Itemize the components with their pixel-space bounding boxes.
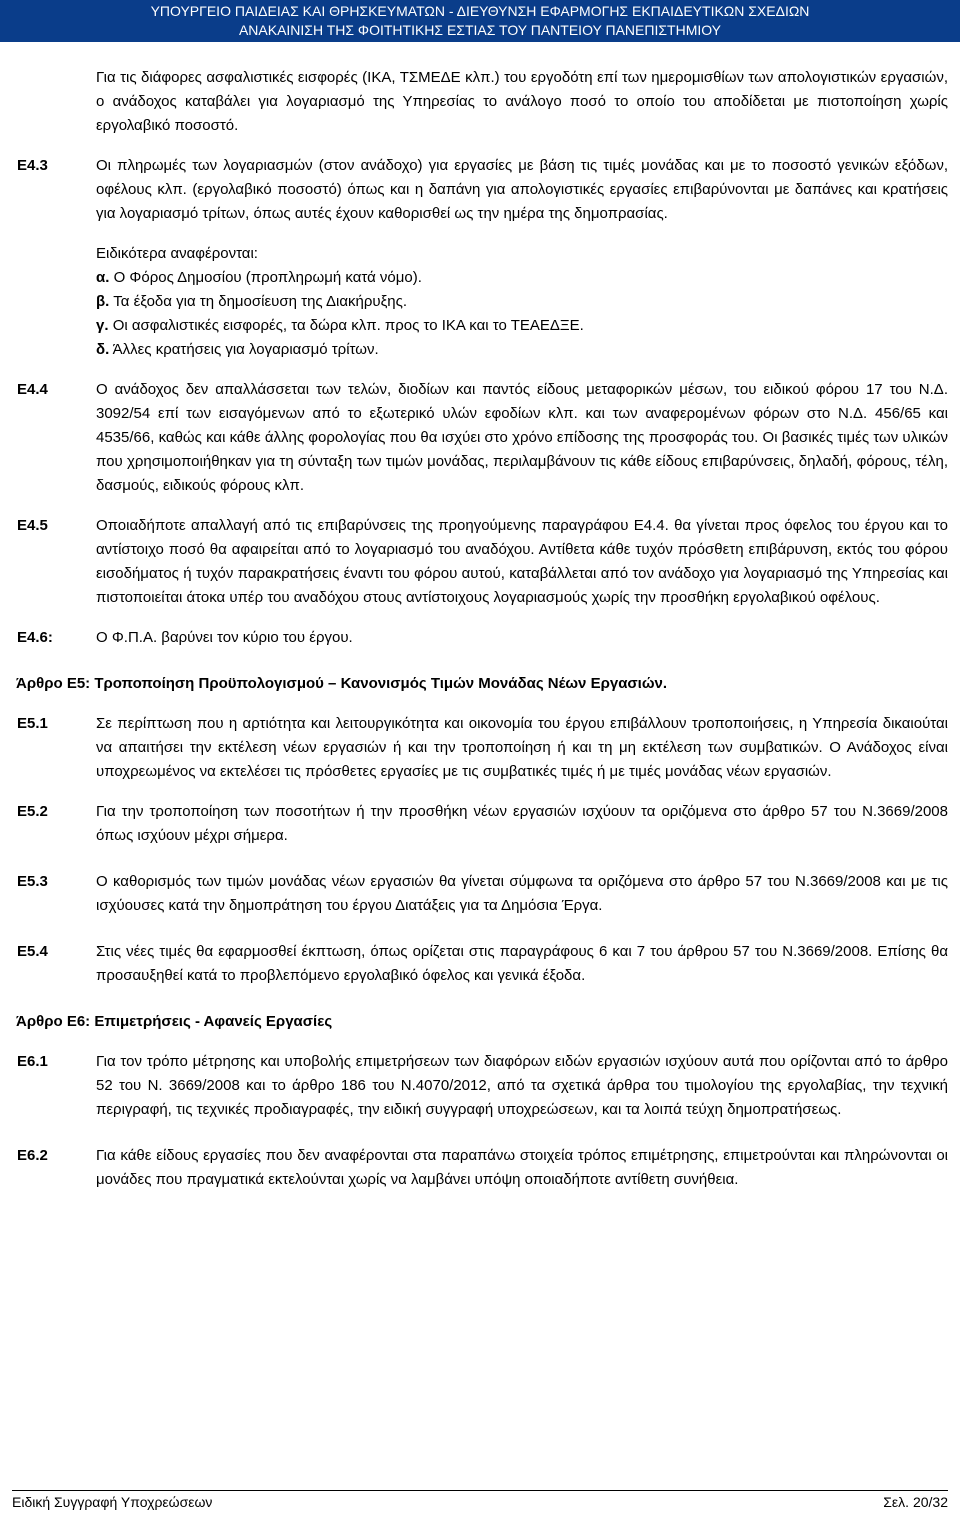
section-text: Για τον τρόπο μέτρησης και υποβολής επιμετρήσεων των διαφόρων ειδών εργασιών ισχύουν αυτά που ορίζονται από το άρθρο 52 του Ν. 3669/2008 και το άρθρο 186 του Ν.4070/2012, από τα σχετικά άρθρα του τιμολογίου της εργολαβίας, την τεχνική περιγραφή, τις τεχνικές προδιαγραφές, την ειδική συγγραφή υποχρεώσεων, και τα λοιπά τεύχη δημοπρατήσεως. xyxy=(96,1053,948,1118)
section-code: Ε5.3 xyxy=(17,873,48,890)
section-text: Για την τροποποίηση των ποσοτήτων ή την προσθήκη νέων εργασιών ισχύουν τα οριζόμενα στο άρθρο 57 του Ν.3669/2008 όπως ισχύουν μέχρι σήμερα. xyxy=(96,803,948,844)
section-e4-3 xyxy=(17,154,948,362)
article-e5-heading: Άρθρο Ε5: Τροποποίηση Προϋπολογισμού – Κανονισμός Τιμών Μονάδας Νέων Εργασιών. xyxy=(16,675,668,692)
section-code: Ε6.2 xyxy=(17,1147,48,1164)
section-e4-5 xyxy=(17,514,948,610)
section-code: Ε4.5 xyxy=(17,517,48,534)
section-e6-2 xyxy=(17,1144,948,1192)
page-number: Σελ. 20/32 xyxy=(883,1494,948,1510)
header-line-ministry: ΥΠΟΥΡΓΕΙΟ ΠΑΙΔΕΙΑΣ ΚΑΙ ΘΡΗΣΚΕΥΜΑΤΩΝ - ΔΙΕΥΘΥΝΣΗ ΕΦΑΡΜΟΓΗΣ ΕΚΠΑΙΔΕΥΤΙΚΩΝ ΣΧΕΔΙΩΝ xyxy=(150,3,810,19)
document-body xyxy=(16,66,948,1192)
section-text: Οι πληρωμές των λογαριασμών (στον ανάδοχο) για εργασίες με βάση τις τιμές μονάδας και με το ποσοστό γενικών εξόδων, οφέλους κλπ. (εργολαβικό ποσοστό) όπως και η δαπάνη για απολογιστικές εργασίες επιβαρύνονται με δαπάνες και κρατήσεις για λογαριασμό τρίτων, όπως αυτές έχουν καθορισθεί ως την ημέρα της δημοπρασίας. xyxy=(96,157,948,222)
section-text: Ο Φ.Π.Α. βαρύνει τον κύριο του έργου. xyxy=(96,629,353,646)
section-code: Ε4.4 xyxy=(17,381,48,398)
section-text: Για κάθε είδους εργασίες που δεν αναφέρονται στα παραπάνω στοιχεία τρόπος επιμέτρησης, επιμετρούνται και πληρώνονται οι μονάδες που πραγματικά εκτελούνται χωρίς να λαμβάνει υπόψη οποιαδήποτε αντίθετη συνήθεια. xyxy=(96,1147,948,1188)
section-e6-1 xyxy=(17,1050,948,1122)
section-e5-4 xyxy=(17,940,948,988)
section-text: Σε περίπτωση που η αρτιότητα και λειτουργικότητα και οικονομία του έργου επιβάλλουν τροποποιήσεις, η Υπηρεσία δικαιούται να απαιτήσει την εκτέλεση νέων εργασιών ή και την τροποποίηση ή και τη μη εκτέλεση των συμβατικών. Ο Ανάδοχος είναι υποχρεωμένος να εκτελέσει τις πρόσθετες εργασίες με τις συμβατικές τιμές ή με τιμές μονάδας νέων εργασιών. xyxy=(96,715,948,780)
list-item: β. Τα έξοδα για τη δημοσίευση της Διακήρυξης. xyxy=(96,293,408,310)
section-code: Ε5.1 xyxy=(17,715,48,732)
section-code: Ε5.2 xyxy=(17,803,48,820)
list-item: α. Ο Φόρος Δημοσίου (προπληρωμή κατά νόμο). xyxy=(96,269,422,286)
section-text: Ο ανάδοχος δεν απαλλάσσεται των τελών, διοδίων και παντός είδους μεταφορικών μέσων, του ειδικού φόρου 17 του Ν.Δ. 3092/54 επί των εισαγόμενων από το εξωτερικό υλών εφοδίων κλπ. και των αναφερομένων φόρων στο Ν.Δ. 456/65 και 4535/66, καθώς και κάθε άλλης φορολογίας που θα ισχύει στο χρόνο επίδοσης της προσφοράς του. Οι βασικές τιμές των υλικών που χρησιμοποιήθηκαν για τη σύνταξη των τιμών μονάδας, περιλαμβάνουν τις κάθε είδους επιβαρύνσεις, δηλαδή, φόρους, τέλη, δασμούς, ειδικούς φόρους κλπ. xyxy=(96,381,948,494)
section-text: Ο καθορισμός των τιμών μονάδας νέων εργασιών θα γίνεται σύμφωνα τα οριζόμενα στο άρθρο 57 του Ν.3669/2008 και με τις ισχύουσες κατά την δημοπράτηση του έργου Διατάξεις για τα Δημόσια Έργα. xyxy=(96,873,948,914)
footer-title: Ειδική Συγγραφή Υποχρεώσεων xyxy=(12,1494,213,1510)
section-code: Ε5.4 xyxy=(17,943,48,960)
section-e4-4 xyxy=(17,378,948,498)
document-header xyxy=(0,0,960,42)
section-code: Ε4.6: xyxy=(17,629,53,646)
section-e5-2 xyxy=(17,800,948,848)
specifics-list-title: Ειδικότερα αναφέρονται: xyxy=(96,245,258,262)
section-text: Στις νέες τιμές θα εφαρμοσθεί έκπτωση, όπως ορίζεται στις παραγράφους 6 και 7 του άρθρου 57 του Ν.3669/2008. Επίσης θα προσαυξηθεί κατά το προβλεπόμενο εργολαβικό όφελος και γενικά έξοδα. xyxy=(96,943,948,984)
section-code: Ε4.3 xyxy=(17,157,48,174)
specifics-list xyxy=(96,266,948,362)
header-line-project: ΑΝΑΚΑΙΝΙΣΗ ΤΗΣ ΦΟΙΤΗΤΙΚΗΣ ΕΣΤΙΑΣ ΤΟΥ ΠΑΝΤΕΙΟΥ ΠΑΝΕΠΙΣΤΗΜΙΟΥ xyxy=(238,22,722,38)
list-item: δ. Άλλες κρατήσεις για λογαριασμό τρίτων. xyxy=(96,341,379,358)
intro-paragraph: Για τις διάφορες ασφαλιστικές εισφορές (ΙΚΑ, ΤΣΜΕΔΕ κλπ.) του εργοδότη επί των ημερομισθίων των απολογιστικών εργασιών, ο ανάδοχος καταβάλει για λογαριασμό της Υπηρεσίας το ανάλογο ποσό το οποίο του αποδίδεται με πιστοποίηση χωρίς εργολαβικό ποσοστό. xyxy=(96,69,948,134)
article-e6-heading: Άρθρο Ε6: Επιμετρήσεις - Αφανείς Εργασίες xyxy=(16,1013,333,1030)
section-e5-1 xyxy=(17,712,948,784)
section-e4-6 xyxy=(17,626,948,650)
section-text: Οποιαδήποτε απαλλαγή από τις επιβαρύνσεις της προηγούμενης παραγράφου Ε4.4. θα γίνεται προς όφελος του έργου και το αντίστοιχο ποσό θα αφαιρείται από το λογαριασμό του αναδόχου. Αντίθετα κάθε τυχόν πρόσθετη επιβάρυνση, εκτός του φόρου εισοδήματος ή τυχόν παρακρατήσεις έναντι του φόρου αυτού, καταβάλλεται από τον ανάδοχο για λογαριασμό της Υπηρεσίας και πιστοποιείται άτοκα υπέρ του αναδόχου στους αντίστοιχους λογαριασμούς χωρίς την προσθήκη εργολαβικού οφέλους. xyxy=(96,517,948,606)
list-item: γ. Οι ασφαλιστικές εισφορές, τα δώρα κλπ. προς το ΙΚΑ και το ΤΕΑΕΔΞΕ. xyxy=(96,317,584,334)
section-code: Ε6.1 xyxy=(17,1053,48,1070)
section-e5-3 xyxy=(17,870,948,918)
document-footer xyxy=(12,1490,948,1510)
